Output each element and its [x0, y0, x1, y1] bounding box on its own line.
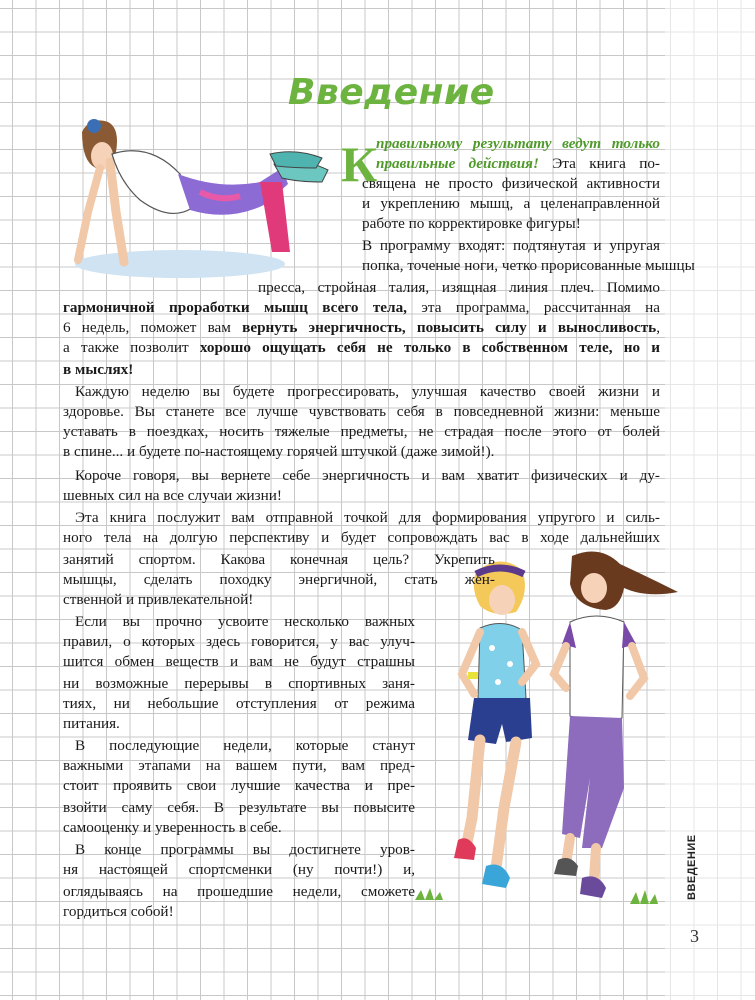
text-run: а также позволит: [63, 339, 200, 356]
text-line: [63, 776, 415, 796]
bold-text: в мыслях!: [63, 361, 134, 378]
text-line: [63, 360, 660, 380]
text-run: важными этапами на вашем пути, вам пред-: [63, 757, 415, 774]
text-line: [362, 236, 660, 256]
bold-text: вернуть энергичность, повысить силу и выносливость: [242, 319, 657, 336]
text-run: Если вы прочно усвоите несколько важных: [75, 613, 415, 630]
section-side-label: ВВЕДЕНИЕ: [686, 834, 698, 900]
text-line: [362, 194, 660, 214]
text-line: [376, 154, 660, 174]
text-line: [63, 694, 415, 714]
text-run: ственной и привлекательной!: [63, 591, 254, 608]
text-run: Короче говоря, вы вернете себе энергичность и вам хватит физических и ду-: [75, 467, 660, 484]
text-line: [63, 756, 415, 776]
page-number: 3: [690, 926, 699, 946]
text-run: уставать в поездках, носить тяжелые предметы, не страдая после этого от болей: [63, 423, 660, 440]
text-run: шевных сил на все случаи жизни!: [63, 487, 282, 504]
text-line: [75, 612, 415, 632]
text-line: [258, 278, 660, 298]
text-run: эта программа, рассчитанная на: [406, 299, 660, 316]
text-line: [63, 550, 495, 570]
text-line: [376, 134, 660, 154]
text-line: [63, 632, 415, 652]
text-line: [63, 798, 415, 818]
dropcap-letter: К: [341, 136, 378, 192]
bold-text: гармоничной проработки мышц всего тела,: [63, 299, 407, 316]
text-run: ни возможные перерывы в спортивных заня-: [63, 675, 415, 692]
text-line: [362, 174, 660, 194]
text-run: ного тела на долгую перспективу и будет сопровождать вас в ходе дальнейших: [63, 529, 660, 546]
text-run: питания.: [63, 715, 120, 732]
text-run: и укреплению мышц, а целенаправленной: [362, 195, 660, 212]
text-run: ня настоящей спортсменки (ну почти!) и,: [63, 861, 415, 878]
text-line: [362, 256, 695, 276]
text-line: [63, 570, 495, 590]
text-run: мышцы, сделать походку энергичной, стать жен-: [63, 571, 495, 588]
text-run: В программу входят: подтянутая и упругая: [362, 237, 660, 254]
highlight-text: правильные действия!: [376, 155, 539, 172]
text-run: работе по корректировке фигуры!: [362, 215, 581, 232]
text-run: самооценку и уверенность в себе.: [63, 819, 282, 836]
text-run: ,: [656, 319, 660, 336]
text-line: [63, 882, 415, 902]
text-line: [63, 818, 415, 838]
text-run: здоровье. Вы станете все лучше чувствовать себя в повседневной жизни: меньше: [63, 403, 660, 420]
text-run: в спине... и будете по-настоящему горячей штучкой (даже зимой!).: [63, 443, 495, 460]
text-line: [63, 486, 660, 506]
text-run: священа не просто физической активности: [362, 175, 660, 192]
text-line: [75, 508, 660, 528]
text-line: [75, 736, 415, 756]
text-line: [63, 590, 495, 610]
text-run: В конце программы вы достигнете уров-: [75, 841, 415, 858]
text-line: [63, 674, 415, 694]
text-run: В последующие недели, которые станут: [75, 737, 415, 754]
text-run: стоит проявить свои лучшие качества и пре-: [63, 777, 415, 794]
text-run: взойти саму себя. В результате вы повысите: [63, 799, 415, 816]
pushup-illustration: [60, 112, 345, 282]
text-run: Эта книга по-: [538, 155, 660, 172]
text-run: 6 недель, поможет вам: [63, 319, 243, 336]
text-run: занятий спортом. Какова конечная цель? Укрепить: [63, 551, 495, 568]
text-run: тиях, ни небольшие отступления от режима: [63, 695, 415, 712]
text-run: шится обмен веществ и вам не будут страшны: [63, 653, 415, 670]
text-run: оглядываясь на прошедшие недели, сможете: [63, 883, 415, 900]
text-run: правил, о которых здесь говорится, у вас улуч-: [63, 633, 415, 650]
text-line: [63, 860, 415, 880]
text-line: [63, 442, 660, 462]
text-run: Каждую неделю вы будете прогрессировать, улучшая качество своей жизни и: [75, 383, 660, 400]
bold-text: хорошо ощущать себя не только в собственном теле, но и: [199, 339, 660, 356]
text-line: [63, 714, 415, 734]
text-line: [75, 382, 660, 402]
page-title: Введение: [288, 72, 495, 113]
text-run: гордиться собой!: [63, 903, 174, 920]
text-line: [63, 902, 415, 922]
text-line: [63, 652, 415, 672]
highlight-text: правильному результату ведут только: [376, 135, 660, 152]
text-line: [63, 528, 660, 548]
text-line: [63, 402, 660, 422]
text-run: пресса, стройная талия, изящная линия плеч. Помимо: [258, 279, 660, 296]
text-line: [75, 466, 660, 486]
side-margin: [665, 0, 755, 1000]
text-line: [63, 318, 660, 338]
text-line: [63, 338, 660, 358]
text-line: [75, 840, 415, 860]
text-line: [63, 422, 660, 442]
text-run: попка, точеные ноги, четко прорисованные мышцы: [362, 257, 695, 274]
text-line: [63, 298, 660, 318]
text-line: [362, 214, 660, 234]
text-run: Эта книга послужит вам отправной точкой для формирования упругого и силь-: [75, 509, 660, 526]
